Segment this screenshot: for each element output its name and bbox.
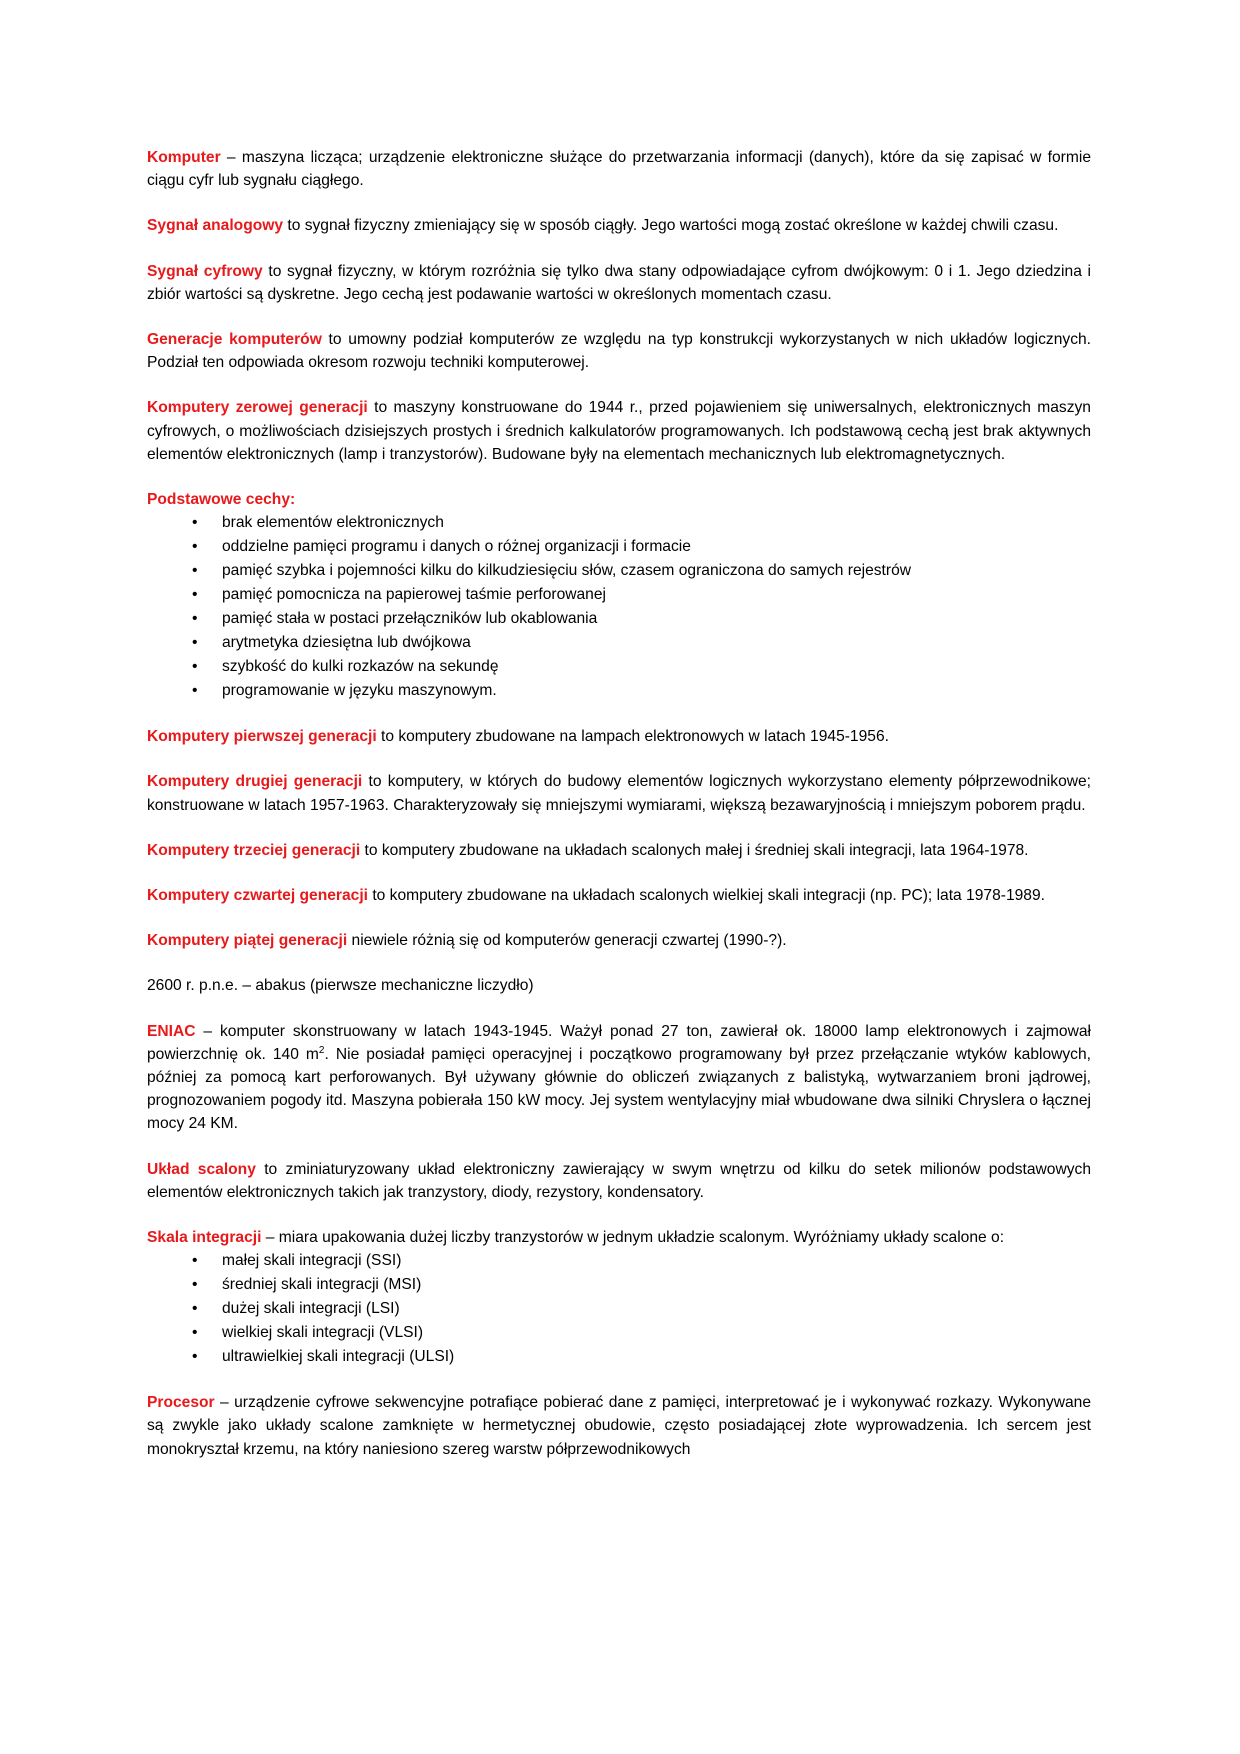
definition-text: – komputer skonstruowany w latach 1943-1945. Ważył ponad 27 ton, zawierał ok. 18000 lamp elektronowych i zajmował powierzchnię ok. 140 m [147, 1022, 1091, 1063]
term: Sygnał analogowy [147, 217, 284, 235]
bullet-icon: • [192, 1324, 198, 1342]
term: Układ scalony [147, 1160, 256, 1178]
document-page [147, 146, 1091, 1483]
term: Komputery drugiej generacji [147, 773, 363, 791]
list-item: • pamięć pomocnicza na papierowej taśmie perforowanej [147, 583, 1091, 607]
scale-list [147, 1249, 1091, 1369]
definition-text: – miara upakowania dużej liczby tranzystorów w jednym układzie scalonym. Wyróżniamy układy scalone o: [261, 1229, 1005, 1247]
definition-eniac [147, 1020, 1091, 1136]
list-item: • arytmetyka dziesiętna lub dwójkowa [147, 631, 1091, 655]
definition-trzecia-generacja [147, 839, 1091, 862]
term: Komputery pierwszej generacji [147, 728, 377, 746]
term: Komputer [147, 149, 221, 166]
bullet-icon: • [192, 634, 198, 652]
bullet-icon: • [192, 682, 198, 700]
bullet-icon: • [192, 562, 198, 580]
term: ENIAC [147, 1022, 196, 1040]
term: Komputery czwartej generacji [147, 887, 368, 905]
definition-sygnal-analogowy [147, 214, 1091, 237]
list-item: • średniej skali integracji (MSI) [147, 1273, 1091, 1297]
definition-pierwsza-generacja [147, 725, 1091, 748]
definition-text: to sygnał fizyczny, w którym rozróżnia się tylko dwa stany odpowiadające cyfrom dwójkowym: 0 i 1. Jego dziedzina i zbiór wartości są dyskretne. Jego cechą jest podawanie wartości w określonych momentach czasu. [147, 262, 1091, 303]
superscript: 2 [318, 1044, 325, 1056]
bullet-icon: • [192, 1276, 198, 1294]
list-item: • brak elementów elektronicznych [147, 511, 1091, 535]
definition-druga-generacja [147, 770, 1091, 816]
definition-sygnal-cyfrowy [147, 260, 1091, 306]
bullet-icon: • [192, 538, 198, 556]
definition-skala-integracji [147, 1226, 1091, 1249]
abacus-note: 2600 r. p.n.e. – abakus (pierwsze mechaniczne liczydło) [147, 977, 534, 995]
definition-procesor [147, 1391, 1091, 1461]
definition-text: to zminiaturyzowany układ elektroniczny zawierający w swym wnętrzu od kilku do setek milionów podstawowych elementów elektronicznych takich jak tranzystory, diody, rezystory, kondensatory. [147, 1160, 1091, 1201]
bullet-icon: • [192, 610, 198, 628]
definition-text: – urządzenie cyfrowe sekwencyjne potrafiące pobierać dane z pamięci, interpretować je i wykonywać rozkazy. Wykonywane są zwykle jako układy scalone zamknięte w hermetycznej obudowie, często posiadającej złote wyprowadzenia. Ich sercem jest monokryształ krzemu, na który naniesiono szereg warstw półprzewodnikowych [147, 1394, 1091, 1458]
definition-generacje [147, 328, 1091, 374]
definition-komputer [147, 146, 1091, 192]
definition-uklad-scalony [147, 1158, 1091, 1204]
bullet-icon: • [192, 1300, 198, 1318]
definition-piata-generacja [147, 929, 1091, 952]
bullet-icon: • [192, 1348, 198, 1366]
term: Komputery piątej generacji [147, 932, 348, 950]
term: Procesor [147, 1394, 215, 1412]
definition-text: to sygnał fizyczny zmieniający się w sposób ciągły. Jego wartości mogą zostać określone w każdej chwili czasu. [283, 217, 1059, 235]
list-item: • pamięć szybka i pojemności kilku do kilkudziesięciu słów, czasem ograniczona do samych rejestrów [147, 559, 1091, 583]
list-item: • małej skali integracji (SSI) [147, 1249, 1091, 1273]
list-item: • szybkość do kulki rozkazów na sekundę [147, 655, 1091, 679]
term: Komputery trzeciej generacji [147, 841, 361, 859]
definition-text: to komputery, w których do budowy elementów logicznych wykorzystano elementy półprzewodnikowe; konstruowane w latach 1957-1963. Charakteryzowały się mniejszymi wymiarami, większą bezawaryjnością i mniejszym poborem prądu. [147, 773, 1092, 814]
term: Sygnał cyfrowy [147, 262, 263, 280]
list-item: • pamięć stała w postaci przełączników lub okablowania [147, 607, 1091, 631]
definition-text: to komputery zbudowane na lampach elektronowych w latach 1945-1956. [376, 728, 889, 746]
bullet-icon: • [192, 1252, 198, 1270]
bullet-icon: • [192, 658, 198, 676]
definition-text: – maszyna licząca; urządzenie elektroniczne służące do przetwarzania informacji (danych), które da się zapisać w formie ciągu cyfr lub sygnału ciągłego. [147, 149, 1091, 190]
features-list [147, 511, 1091, 703]
list-item: • oddzielne pamięci programu i danych o różnej organizacji i formacie [147, 535, 1091, 559]
definition-text: niewiele różnią się od komputerów generacji czwartej (1990-?). [347, 932, 787, 950]
bullet-icon: • [192, 514, 198, 532]
list-item: • ultrawielkiej skali integracji (ULSI) [147, 1345, 1091, 1369]
term: Generacje komputerów [147, 331, 322, 349]
term: Skala integracji [147, 1229, 262, 1247]
definition-zerowa-generacja [147, 396, 1091, 466]
definition-text: . Nie posiadał pamięci operacyjnej i początkowo programowany był przez przełączanie wtyków kablowych, później za pomocą kart perforowanych. Był używany głównie do obliczeń związanych z balistyką, wytwarzaniem broni jądrowej, prognozowaniem pogody itd. Maszyna pobierała 150 kW mocy. Jej system wentylacyjny miał wbudowane dwa silniki Chryslera o łącznej mocy 24 KM. [147, 1045, 1091, 1133]
list-item: • dużej skali integracji (LSI) [147, 1297, 1091, 1321]
definition-text: to komputery zbudowane na układach scalonych wielkiej skali integracji (np. PC); lata 1978-1989. [368, 887, 1045, 905]
list-item: • wielkiej skali integracji (VLSI) [147, 1321, 1091, 1345]
list-item: • programowanie w języku maszynowym. [147, 679, 1091, 703]
bullet-icon: • [192, 586, 198, 604]
definition-czwarta-generacja [147, 884, 1091, 907]
definition-text: to umowny podział komputerów ze względu na typ konstrukcji wykorzystanych w nich układów logicznych. Podział ten odpowiada okresom rozwoju techniki komputerowej. [147, 331, 1092, 372]
definition-text: to komputery zbudowane na układach scalonych małej i średniej skali integracji, lata 1964-1978. [360, 841, 1029, 859]
features-heading: Podstawowe cechy: [147, 491, 296, 509]
definition-text: to maszyny konstruowane do 1944 r., przed pojawieniem się uniwersalnych, elektronicznych maszyn cyfrowych, o możliwościach dzisiejszych prostych i średnich kalkulatorów programowanych. Ich podstawową cechą jest brak aktywnych elementów elektronicznych (lamp i tranzystorów). Budowane były na elementach mechanicznych lub elektromagnetycznych. [147, 399, 1091, 463]
term: Komputery zerowej generacji [147, 399, 368, 417]
